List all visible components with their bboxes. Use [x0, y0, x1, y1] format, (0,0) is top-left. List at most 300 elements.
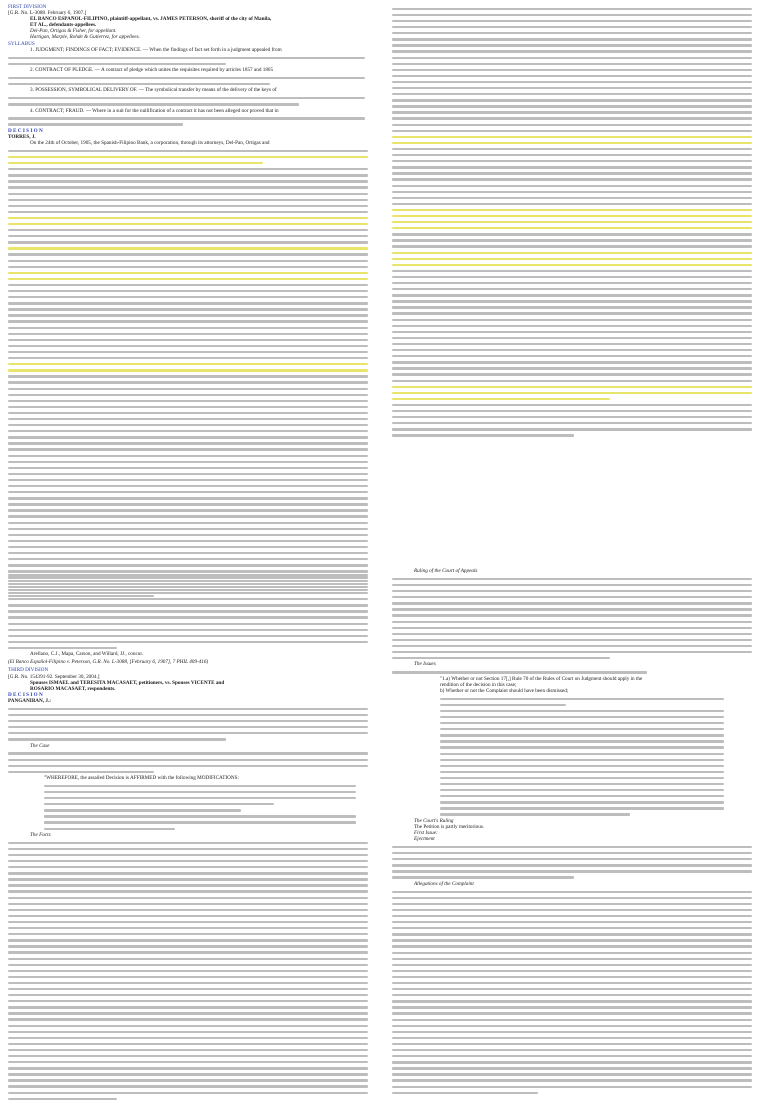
text-line-placeholder [392, 1012, 752, 1014]
ruling-ca-body [392, 578, 756, 660]
text-line-placeholder [8, 860, 368, 862]
text-line-placeholder [392, 221, 752, 223]
section-the-case: The Case [30, 742, 50, 749]
text-line-placeholder [8, 424, 368, 426]
text-line-placeholder [392, 1067, 752, 1069]
text-line-placeholder [392, 1061, 752, 1063]
text-line-placeholder [392, 671, 647, 673]
text-line-placeholder [8, 604, 368, 606]
text-line-placeholder [8, 333, 368, 335]
issue-1a-cont: rendition of the decision in this case; [440, 681, 517, 688]
text-line-placeholder [8, 1049, 368, 1051]
text-line-placeholder [392, 1073, 752, 1075]
text-line-placeholder [8, 546, 368, 548]
opinion-first-line: On the 24th of October, 1905, the Spanish-Filipino Bank, a corporation, through its attorneys, Del-Pan, Ortigas and [30, 139, 270, 146]
text-line-placeholder [392, 239, 752, 241]
wherefore-quote: "WHEREFORE, the assailed Decision is AFFIRMED with the following MODIFICATIONS: [44, 775, 239, 781]
text-line-placeholder [440, 777, 724, 779]
text-line-placeholder [8, 339, 368, 341]
text-line-placeholder [392, 337, 752, 339]
text-line-placeholder [8, 1067, 368, 1069]
issue-1a: "1.a) Whether or not Section 17[,] Rule 70 of the Rules of Court on Judgment should apply in the [440, 675, 643, 682]
text-line-placeholder [392, 20, 752, 22]
text-line-placeholder [8, 641, 368, 643]
text-line-placeholder [392, 602, 752, 604]
text-line-placeholder [8, 1031, 368, 1033]
intro-paragraph [8, 708, 372, 741]
footer-citation: (El Banco Español-Filipino v. Peterson, G.R. No. L-3088, [February 6, 1907], 7 PHIL 409-416) [8, 659, 209, 666]
text-line-placeholder [392, 75, 752, 77]
text-line-placeholder [392, 50, 752, 52]
text-line-placeholder [8, 418, 368, 420]
counsel-appellees: Hartigan, Marple, Rohde & Gutierrez, for appellees. [30, 34, 140, 41]
text-line-placeholder [8, 540, 368, 542]
text-line-placeholder [8, 186, 368, 188]
ponente: TORRES, J. [8, 133, 36, 140]
text-line-placeholder [8, 394, 368, 396]
text-line-placeholder [440, 722, 724, 724]
text-line-placeholder [8, 211, 368, 213]
text-line-placeholder [8, 509, 368, 511]
text-line-placeholder [8, 884, 368, 886]
text-line-placeholder [440, 728, 724, 730]
text-line-placeholder [8, 732, 368, 734]
text-line-placeholder [8, 253, 368, 255]
text-line-placeholder [440, 783, 724, 785]
text-line-placeholder [8, 903, 368, 905]
text-line-placeholder [392, 191, 752, 193]
text-line-placeholder [392, 44, 752, 46]
opinion-continuation [8, 574, 372, 649]
text-line-placeholder [392, 130, 752, 132]
text-line-placeholder [8, 945, 368, 947]
text-line-placeholder [440, 710, 724, 712]
text-line-placeholder [8, 574, 368, 576]
text-line-placeholder [392, 178, 752, 180]
text-line-placeholder [392, 343, 752, 345]
text-line-placeholder [8, 616, 368, 618]
text-line-placeholder [8, 351, 368, 353]
text-line-placeholder [392, 14, 752, 16]
text-line-placeholder [440, 704, 566, 706]
text-line-placeholder [392, 404, 752, 406]
text-line-placeholder [392, 87, 752, 89]
text-line-placeholder [8, 522, 368, 524]
text-line-placeholder [440, 765, 724, 767]
text-line-placeholder [392, 657, 610, 659]
text-line-placeholder [8, 1037, 368, 1039]
text-line-placeholder [392, 976, 752, 978]
text-line-placeholder [8, 217, 368, 219]
case-title-cont: ET AL., defendants-appellees. [30, 22, 97, 29]
text-line-placeholder [44, 828, 175, 830]
text-line-placeholder [8, 848, 368, 850]
text-line-placeholder [392, 1049, 752, 1051]
text-line-placeholder [8, 455, 368, 457]
text-line-placeholder [392, 57, 752, 59]
text-line-placeholder [8, 598, 368, 600]
text-line-placeholder [8, 497, 368, 499]
text-line-placeholder [8, 308, 368, 310]
text-line-placeholder [8, 951, 368, 953]
text-line-placeholder [8, 1018, 368, 1020]
allegations-body [392, 891, 756, 1094]
syllabus-item-4: 4. CONTRACT; FRAUD. — Where in a suit for the nullification of a contract it has not been alleged nor proved that in [30, 107, 279, 114]
the-case-paragraph [8, 752, 372, 773]
text-line-placeholder [8, 958, 368, 960]
text-line-placeholder [392, 858, 752, 860]
text-line-placeholder [8, 909, 368, 911]
text-line-placeholder [440, 740, 724, 742]
text-line-placeholder [8, 278, 368, 280]
text-line-placeholder [8, 162, 263, 164]
text-line-placeholder [8, 57, 365, 59]
text-line-placeholder [392, 252, 752, 254]
text-line-placeholder [392, 282, 752, 284]
text-line-placeholder [392, 428, 752, 430]
text-line-placeholder [8, 442, 368, 444]
text-line-placeholder [392, 8, 752, 10]
text-line-placeholder [392, 1092, 538, 1094]
text-line-placeholder [392, 148, 752, 150]
text-line-placeholder [8, 320, 368, 322]
decision-label: D E C I S I O N [8, 127, 43, 134]
text-line-placeholder [8, 229, 368, 231]
text-line-placeholder [44, 791, 356, 793]
text-line-placeholder [392, 264, 752, 266]
text-line-placeholder [8, 375, 368, 377]
text-line-placeholder [392, 434, 574, 436]
text-line-placeholder [44, 797, 356, 799]
text-line-placeholder [392, 1031, 752, 1033]
ejectment-body [392, 846, 756, 879]
text-line-placeholder [392, 982, 752, 984]
text-line-placeholder [392, 852, 752, 854]
text-line-placeholder [392, 927, 752, 929]
text-line-placeholder [392, 172, 752, 174]
text-line-placeholder [392, 608, 752, 610]
text-line-placeholder [392, 988, 752, 990]
text-line-placeholder [392, 294, 752, 296]
text-line-placeholder [8, 1079, 368, 1081]
text-line-placeholder [8, 381, 368, 383]
text-line-placeholder [8, 714, 368, 716]
section-ruling-ca: Ruling of the Court of Appeals [414, 568, 478, 574]
text-line-placeholder [8, 988, 368, 990]
text-line-placeholder [8, 503, 368, 505]
text-line-placeholder [8, 473, 368, 475]
text-line-placeholder [392, 422, 752, 424]
text-line-placeholder [8, 296, 368, 298]
text-line-placeholder [8, 738, 226, 740]
text-line-placeholder [8, 759, 368, 761]
text-line-placeholder [8, 939, 368, 941]
right-column-bottom [392, 568, 756, 1094]
text-line-placeholder [8, 461, 368, 463]
text-line-placeholder [392, 245, 752, 247]
text-line-placeholder [8, 933, 368, 935]
text-line-placeholder [392, 1000, 752, 1002]
text-line-placeholder [8, 150, 368, 152]
text-line-placeholder [8, 77, 365, 79]
ejectment-heading: Ejectment [414, 836, 435, 843]
text-line-placeholder [392, 1043, 752, 1045]
text-line-placeholder [392, 1055, 752, 1057]
text-line-placeholder [8, 193, 368, 195]
text-line-placeholder [392, 312, 752, 314]
text-line-placeholder [8, 272, 368, 274]
text-line-placeholder [8, 890, 368, 892]
text-line-placeholder [8, 467, 368, 469]
text-line-placeholder [8, 771, 154, 773]
text-line-placeholder [392, 633, 752, 635]
parties-line: Spouses ISMAEL and TERESITA MACASAET, petitioners, vs. Spouses VICENTE and [30, 679, 225, 686]
text-line-placeholder [8, 97, 365, 99]
text-line-placeholder [8, 369, 368, 371]
text-line-placeholder [8, 205, 368, 207]
text-line-placeholder [440, 807, 724, 809]
text-line-placeholder [8, 635, 368, 637]
right-column-top [392, 4, 756, 437]
text-line-placeholder [392, 105, 752, 107]
text-line-placeholder [8, 485, 368, 487]
text-line-placeholder [392, 1079, 752, 1081]
decision-label-2: D E C I S I O N [8, 691, 43, 698]
text-line-placeholder [392, 392, 752, 394]
text-line-placeholder [8, 592, 368, 594]
text-line-placeholder [8, 564, 368, 566]
text-line-placeholder [8, 720, 368, 722]
text-line-placeholder [8, 976, 368, 978]
text-line-placeholder [8, 1061, 368, 1063]
text-line-placeholder [8, 412, 368, 414]
text-line-placeholder [392, 306, 752, 308]
text-line-placeholder [392, 578, 752, 580]
text-line-placeholder [8, 1085, 368, 1087]
facts-body [8, 842, 372, 1100]
text-line-placeholder [392, 349, 752, 351]
text-line-placeholder [8, 528, 368, 530]
text-line-placeholder [440, 789, 724, 791]
text-line-placeholder [8, 921, 368, 923]
syllabus-item-1: 1. JUDGMENT; FINDINGS OF FACT; EVIDENCE. — When the findings of fact set forth in a judgment appealed from [30, 46, 282, 53]
text-line-placeholder [8, 174, 368, 176]
text-line-placeholder [392, 590, 752, 592]
text-line-placeholder [392, 227, 752, 229]
text-line-placeholder [8, 302, 368, 304]
text-line-placeholder [8, 491, 368, 493]
section-the-facts: The Facts [30, 831, 51, 838]
text-line-placeholder [392, 958, 752, 960]
text-line-placeholder [440, 795, 724, 797]
text-line-placeholder [44, 821, 356, 823]
text-line-placeholder [392, 117, 752, 119]
text-line-placeholder [8, 436, 368, 438]
issue-1b: b) Whether or not the Complaint should have been dismissed; [440, 687, 569, 694]
left-column-bottom [8, 570, 372, 1100]
text-line-placeholder [8, 314, 368, 316]
text-line-placeholder [392, 584, 752, 586]
text-line-placeholder [8, 284, 368, 286]
text-line-placeholder [44, 803, 274, 805]
text-line-placeholder [392, 933, 752, 935]
text-line-placeholder [392, 1006, 752, 1008]
text-line-placeholder [8, 515, 368, 517]
text-line-placeholder [392, 160, 752, 162]
division-heading-2: THIRD DIVISION [8, 667, 49, 674]
text-line-placeholder [8, 260, 368, 262]
text-line-placeholder [392, 81, 752, 83]
text-line-placeholder [392, 325, 752, 327]
text-line-placeholder [8, 241, 368, 243]
text-line-placeholder [8, 1043, 368, 1045]
text-line-placeholder [8, 430, 368, 432]
case-citation-2: [G.R. No. 154391-92. September 30, 2004.] [8, 673, 100, 680]
text-line-placeholder [8, 586, 368, 588]
text-line-placeholder [392, 99, 752, 101]
text-line-placeholder [392, 361, 752, 363]
case-citation: [G.R. No. L-3088. February 6, 1907.] [8, 10, 87, 17]
text-line-placeholder [392, 209, 752, 211]
text-line-placeholder [8, 357, 368, 359]
text-line-placeholder [392, 614, 752, 616]
text-line-placeholder [392, 921, 752, 923]
text-line-placeholder [392, 258, 752, 260]
text-line-placeholder [8, 970, 368, 972]
text-line-placeholder [8, 610, 368, 612]
text-line-placeholder [8, 123, 183, 125]
text-line-placeholder [392, 331, 752, 333]
section-court-ruling: The Court's Ruling [414, 817, 454, 824]
text-line-placeholder [392, 651, 752, 653]
text-line-placeholder [8, 199, 368, 201]
text-line-placeholder [392, 380, 752, 382]
text-line-placeholder [8, 854, 368, 856]
text-line-placeholder [392, 300, 752, 302]
concurrence: Arellano, C.J., Mapa, Carson, and Willard, JJ., concur. [30, 651, 144, 658]
text-line-placeholder [8, 552, 368, 554]
section-the-issues: The Issues [414, 661, 436, 668]
text-line-placeholder [440, 801, 724, 803]
text-line-placeholder [8, 878, 368, 880]
text-line-placeholder [392, 416, 752, 418]
text-line-placeholder [392, 136, 752, 138]
parties-line-cont: ROSARIO MACASAET, respondents. [30, 685, 116, 692]
text-line-placeholder [8, 1012, 368, 1014]
text-line-placeholder [392, 994, 752, 996]
text-line-placeholder [392, 270, 752, 272]
text-line-placeholder [8, 580, 368, 582]
text-line-placeholder [8, 1092, 368, 1094]
text-line-placeholder [392, 32, 752, 34]
issues-list-body [392, 698, 756, 816]
ponente-2: PANGANIBAN, J.: [8, 697, 51, 704]
text-line-placeholder [392, 639, 752, 641]
text-line-placeholder [8, 982, 368, 984]
text-line-placeholder [440, 753, 724, 755]
text-line-placeholder [392, 355, 752, 357]
syllabus-label: SYLLABUS [8, 40, 35, 47]
text-line-placeholder [392, 897, 752, 899]
text-line-placeholder [8, 83, 270, 85]
text-line-placeholder [392, 26, 752, 28]
text-line-placeholder [392, 1086, 752, 1088]
text-line-placeholder [8, 726, 368, 728]
text-line-placeholder [392, 203, 752, 205]
text-line-placeholder [8, 180, 368, 182]
text-line-placeholder [8, 400, 368, 402]
text-line-placeholder [392, 876, 574, 878]
court-ruling-line: The Petition is partly meritorious. [414, 823, 485, 830]
text-line-placeholder [392, 903, 752, 905]
division-heading: FIRST DIVISION [8, 4, 47, 10]
text-line-placeholder [392, 166, 752, 168]
text-line-placeholder [8, 1000, 368, 1002]
text-line-placeholder [392, 38, 752, 40]
text-line-placeholder [392, 386, 752, 388]
text-line-placeholder [8, 623, 368, 625]
text-line-placeholder [8, 1025, 368, 1027]
text-line-placeholder [392, 410, 752, 412]
text-line-placeholder [392, 1037, 752, 1039]
text-line-placeholder [8, 647, 117, 649]
text-line-placeholder [392, 154, 752, 156]
text-line-placeholder [392, 233, 752, 235]
text-line-placeholder [8, 290, 368, 292]
text-line-placeholder [8, 872, 368, 874]
text-line-placeholder [8, 363, 368, 365]
text-line-placeholder [8, 842, 368, 844]
text-line-placeholder [392, 69, 752, 71]
text-line-placeholder [8, 964, 368, 966]
left-column-top [8, 4, 372, 597]
text-line-placeholder [392, 952, 752, 954]
syllabus-item-3: 3. POSSESSION, SYMBOLICAL DELIVERY OF. — The symbolical transfer by means of the delivery of the keys of [30, 87, 277, 94]
text-line-placeholder [392, 319, 752, 321]
text-line-placeholder [392, 909, 752, 911]
text-line-placeholder [8, 927, 368, 929]
text-line-placeholder [392, 627, 752, 629]
text-line-placeholder [440, 746, 724, 748]
opinion-body [8, 150, 372, 597]
text-line-placeholder [44, 785, 356, 787]
text-line-placeholder [8, 156, 368, 158]
text-line-placeholder [8, 765, 368, 767]
text-line-placeholder [8, 63, 226, 65]
text-line-placeholder [8, 994, 368, 996]
text-line-placeholder [440, 734, 724, 736]
text-line-placeholder [392, 596, 752, 598]
text-line-placeholder [392, 939, 752, 941]
text-line-placeholder [392, 964, 752, 966]
text-line-placeholder [8, 534, 368, 536]
text-line-placeholder [8, 103, 299, 105]
counsel-appellant: Del-Pan, Ortigas & Fisher, for appellant. [30, 28, 117, 35]
text-line-placeholder [392, 846, 752, 848]
text-line-placeholder [8, 448, 368, 450]
text-line-placeholder [8, 915, 368, 917]
text-line-placeholder [8, 345, 368, 347]
text-line-placeholder [392, 373, 752, 375]
text-line-placeholder [8, 752, 368, 754]
text-line-placeholder [392, 970, 752, 972]
text-line-placeholder [8, 558, 368, 560]
text-line-placeholder [440, 759, 724, 761]
text-line-placeholder [392, 870, 752, 872]
text-line-placeholder [8, 479, 368, 481]
text-line-placeholder [8, 1055, 368, 1057]
text-line-placeholder [8, 168, 368, 170]
